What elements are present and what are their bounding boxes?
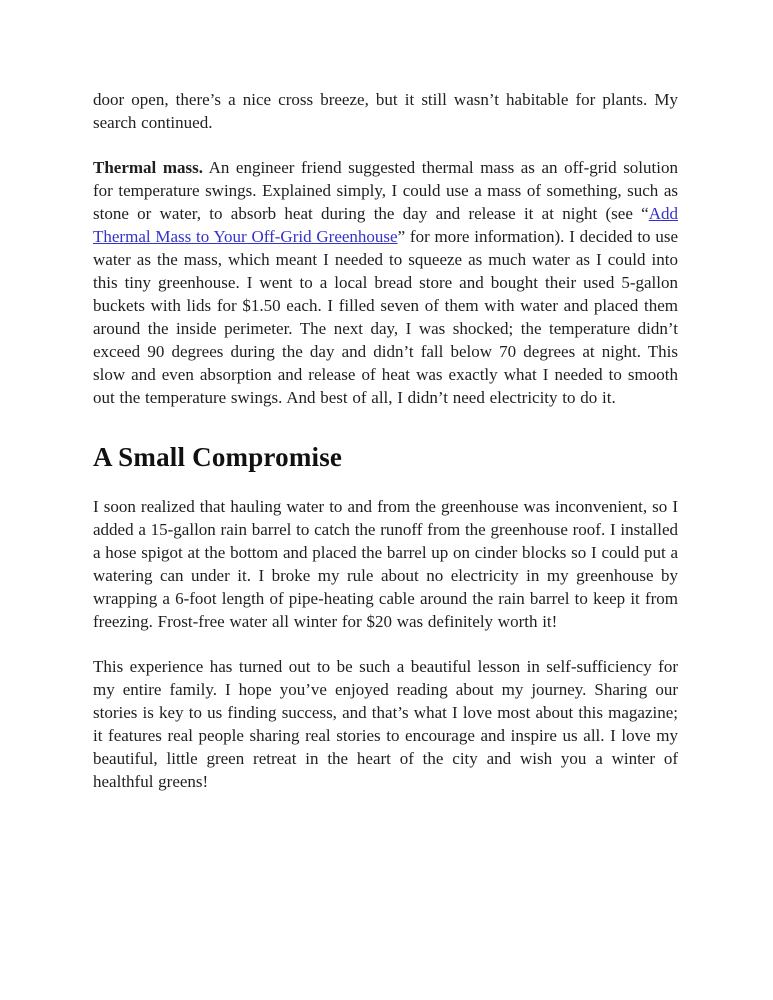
paragraph-thermal-mass [93,156,678,409]
paragraph-closing: This experience has turned out to be such a beautiful lesson in self-sufficiency for my entire family. I hope you’ve enjoyed reading about my journey. Sharing our stories is key to us finding success, and that’s what I love most about this magazine; it features real people sharing real stories to encourage and inspire us all. I love my beautiful, little green retreat in the heart of the city and wish you a winter of healthful greens! [93,657,678,791]
section-heading-a-small-compromise: A Small Compromise [93,442,343,472]
thermal-mass-lead-in: Thermal mass. [93,158,203,177]
thermal-mass-text-after-link: ” for more information). I decided to use water as the mass, which meant I needed to squeeze as much water as I could into this tiny greenhouse. I went to a local bread store and bought their used 5-gallon buckets with lids for $1.50 each. I filled seven of them with water and placed them around the inside perimeter. The next day, I was shocked; the temperature didn’t exceed 90 degrees during the day and didn’t fall below 70 degrees at night. This slow and even absorption and release of heat was exactly what I needed to smooth out the temperature swings. And best of all, I didn’t need electricity to do it. [93,227,679,407]
paragraph-ventilation-continued: door open, there’s a nice cross breeze, but it still wasn’t habitable for plants. My search continued. [93,90,678,132]
thermal-mass-article-link[interactable]: Add Thermal Mass to Your Off-Grid Greenhouse [93,204,678,246]
paragraph-rain-barrel: I soon realized that hauling water to and from the greenhouse was inconvenient, so I added a 15-gallon rain barrel to catch the runoff from the greenhouse roof. I installed a hose spigot at the bottom and placed the barrel up on cinder blocks so I could put a watering can under it. I broke my rule about no electricity in my greenhouse by wrapping a 6-foot length of pipe-heating cable around the rain barrel to keep it from freezing. Frost-free water all winter for $20 was definitely worth it! [93,497,678,631]
thermal-mass-text-before-link: An engineer friend suggested thermal mass as an off-grid solution for temperature swings. Explained simply, I could use a mass of something, such as stone or water, to absorb heat during the day and release it at night (see “ [93,158,678,223]
